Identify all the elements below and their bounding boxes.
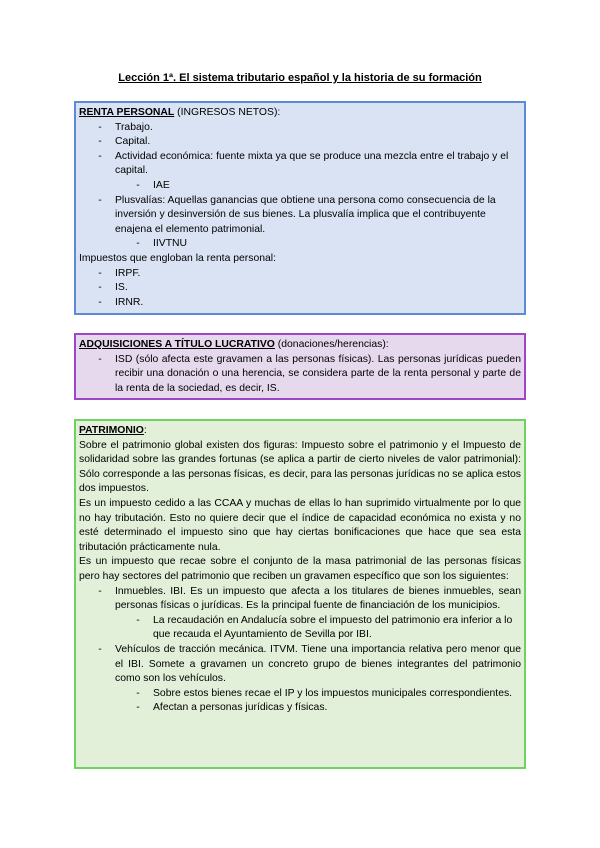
paragraph: Es un impuesto que recae sobre el conjunto de la masa patrimonial de las personas físicas pero hay sectores del patrimonio que reciben un gravamen específico que son los siguientes:	[79, 556, 521, 582]
impuestos-label: Impuestos que engloban la renta personal:	[79, 252, 276, 264]
adquisiciones-heading: ADQUISICIONES A TÍTULO LUCRATIVO	[79, 339, 275, 350]
paragraph: Es un impuesto cedido a las CCAA y muchas de ellas lo han suprimido virtualmente por lo que no hay tributación. Esto no quiere decir que el índice de capacidad económica no exista y no esté determinado el impuesto sino que hay ciertas bonificaciones que hace que sea esta tributación prácticamente nula.	[79, 497, 521, 553]
list-item: - Actividad económica: fuente mixta ya que se produce una mezcla entre el trabajo y el capital.	[98, 150, 509, 177]
renta-heading-line	[79, 106, 521, 121]
list-item: - ISD (sólo afecta este gravamen a las personas físicas). Las personas jurídicas pueden recibir una donación o una herencia, se considera parte de la renta personal y parte de la renta de la sociedad, es decir, IS.	[98, 353, 521, 394]
patrimonio-heading-line	[79, 424, 521, 439]
list-item: - IRNR.	[98, 296, 144, 308]
patrimonio-heading-suffix: :	[143, 425, 147, 436]
list-item: - Inmuebles. IBI. Es un impuesto que afecta a los titulares de bienes inmuebles, sean personas físicas o jurídicas. Es la principal fuente de financiación de los municipios.	[98, 585, 521, 612]
sub-list-item: - La recaudación en Andalucía sobre el impuesto del patrimonio era inferior a lo que recauda el Ayuntamiento de Sevilla por IBI.	[136, 614, 513, 641]
sub-list-item: - Sobre estos bienes recae el IP y los impuestos municipales correspondientes.	[136, 687, 513, 699]
sub-list-item: - IIVTNU	[136, 238, 188, 250]
sub-list-item: - Afectan a personas jurídicas y físicas.	[136, 702, 328, 714]
patrimonio-box	[74, 419, 526, 769]
list-item: - Trabajo.	[98, 121, 153, 133]
renta-personal-box	[74, 101, 526, 315]
paragraph: Sobre el patrimonio global existen dos figuras: Impuesto sobre el patrimonio y el Impuesto de solidaridad sobre las grandes fortunas (se aplica a partir de cierto niveles de valor patrimonial): Sólo corresponde a las personas físicas, es decir, para las personas jurídicas no se aplica estos dos impuestos.	[79, 439, 521, 495]
patrimonio-heading: PATRIMONIO	[79, 425, 144, 436]
adquisiciones-heading-suffix: (donaciones/herencias):	[274, 339, 389, 350]
list-item: - Vehículos de tracción mecánica. ITVM. Tiene una importancia relativa pero menor que el IBI. Somete a gravamen un concreto grupo de bienes integrantes del patrimonio como son los vehículos.	[98, 643, 521, 685]
list-item: - IS.	[98, 282, 128, 294]
renta-heading-suffix: (INGRESOS NETOS):	[174, 107, 281, 118]
document-title: Lección 1ª. El sistema tributario español y la historia de su formación	[118, 72, 482, 84]
list-item: - Plusvalías: Aquellas ganancias que obtiene una persona como consecuencia de la inversión y desinversión de sus bienes. La plusvalía implica que el contribuyente enajena el elemento patrimonial.	[98, 194, 496, 235]
adquisiciones-box	[74, 333, 526, 400]
list-item: - IRPF.	[98, 267, 141, 279]
adquisiciones-heading-line	[79, 338, 521, 353]
renta-heading: RENTA PERSONAL	[79, 107, 175, 118]
sub-list-item: - IAE	[136, 179, 170, 191]
list-item: - Capital.	[98, 136, 151, 148]
